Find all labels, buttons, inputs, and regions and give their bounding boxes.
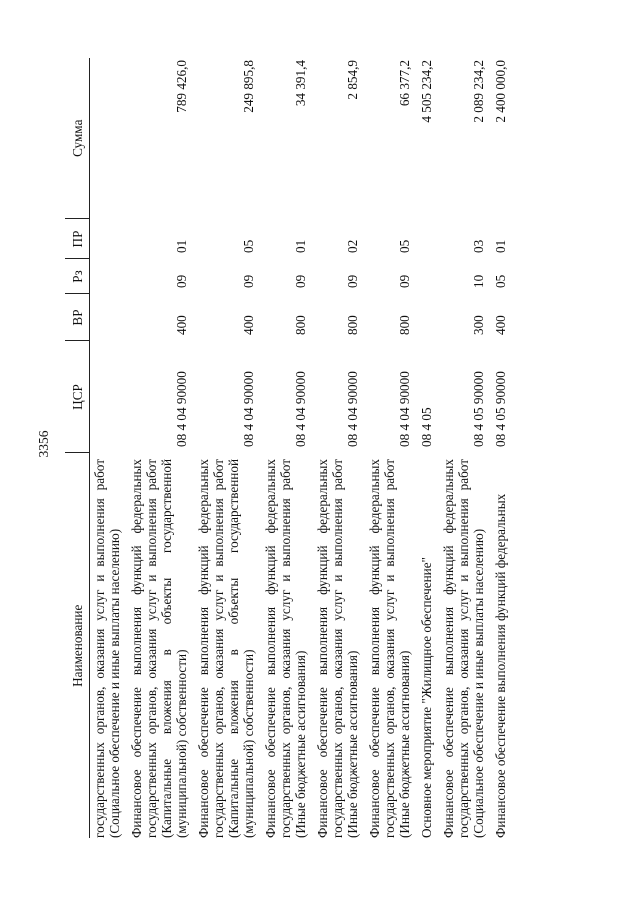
row-vr <box>416 294 438 341</box>
row-pr <box>416 219 438 259</box>
row-rz <box>416 259 438 294</box>
row-rz: 09 <box>241 274 256 288</box>
row-vr: 400 <box>241 315 256 335</box>
row-name: Финансовое обеспечение выполнения функций федеральных государственных органов, оказания услуг и выполнения работ (Иные бюджетные ассигнования) <box>367 459 412 838</box>
row-pr: 01 <box>493 239 508 253</box>
row-pr: 05 <box>397 239 412 253</box>
page-number: 3356 <box>36 430 51 458</box>
row-csr: 08 4 04 90000 <box>397 371 412 447</box>
table-row <box>416 58 438 838</box>
row-pr: 03 <box>471 239 486 253</box>
row-csr <box>90 341 127 453</box>
row-sum: 2 854,9 <box>345 60 360 100</box>
table-header-row <box>65 58 90 838</box>
row-name: Финансовое обеспечение выполнения функций федеральных <box>493 493 508 838</box>
row-name: Финансовое обеспечение выполнения функций федеральных государственных органов, оказания услуг и выполнения работ (Иные бюджетные ассигнования) <box>263 459 308 838</box>
header-sum: Сумма <box>65 58 90 219</box>
row-csr: 08 4 04 90000 <box>241 371 256 447</box>
row-pr: 01 <box>174 239 189 253</box>
row-name: Финансовое обеспечение выполнения функций федеральных государственных органов, оказания услуг и выполнения работ (Социальное обеспечение и иные выплаты населению) <box>441 459 486 838</box>
row-rz: 10 <box>471 274 486 288</box>
row-pr: 02 <box>345 239 360 253</box>
row-vr: 800 <box>293 315 308 335</box>
row-sum: 4 505 234,2 <box>419 60 434 123</box>
table-row <box>126 58 193 838</box>
row-sum <box>90 58 127 219</box>
row-pr <box>90 219 127 259</box>
budget-table <box>65 58 512 838</box>
row-sum: 2 089 234,2 <box>471 60 486 123</box>
row-vr: 400 <box>493 315 508 335</box>
row-name: государственных органов, оказания услуг и выполнения работ (Социальное обеспечение и иные выплаты населению) <box>92 459 122 838</box>
row-vr: 800 <box>345 315 360 335</box>
row-sum: 249 895,8 <box>241 60 256 113</box>
header-name: Наименование <box>65 453 90 838</box>
row-vr: 400 <box>174 315 189 335</box>
row-pr: 01 <box>293 239 308 253</box>
row-csr: 08 4 04 90000 <box>345 371 360 447</box>
row-rz: 09 <box>174 274 189 288</box>
header-rz: Рз <box>65 259 90 294</box>
row-rz <box>90 259 127 294</box>
row-csr: 08 4 04 90000 <box>174 371 189 447</box>
row-rz: 09 <box>345 274 360 288</box>
row-csr: 08 4 05 90000 <box>493 371 508 447</box>
table-row <box>438 58 490 838</box>
row-vr: 300 <box>471 315 486 335</box>
table-row <box>312 58 364 838</box>
header-pr: ПР <box>65 219 90 259</box>
row-csr: 08 4 05 <box>419 407 434 447</box>
budget-table-rotated <box>65 58 593 838</box>
row-name: Финансовое обеспечение выполнения функций федеральных государственных органов, оказания услуг и выполнения работ (Иные бюджетные ассигнования) <box>315 459 360 838</box>
row-pr: 05 <box>241 239 256 253</box>
table-row <box>193 58 260 838</box>
table-row <box>364 58 416 838</box>
row-csr: 08 4 04 90000 <box>293 371 308 447</box>
row-rz: 09 <box>293 274 308 288</box>
table-row <box>490 58 512 838</box>
row-name: Основное мероприятие "Жилищное обеспечение" <box>419 557 434 838</box>
table-row <box>90 58 127 838</box>
row-sum: 789 426,0 <box>174 60 189 113</box>
row-sum: 2 400 000,0 <box>493 60 508 123</box>
row-rz: 05 <box>493 274 508 288</box>
row-name: Финансовое обеспечение выполнения функций федеральных государственных органов, оказания услуг и выполнения работ (Капитальные вложения в объекты государственной (муниципальной) собственности) <box>129 459 189 838</box>
row-name: Финансовое обеспечение выполнения функций федеральных государственных органов, оказания услуг и выполнения работ (Капитальные вложения в объекты государственной (муниципальной) собственности) <box>196 459 256 838</box>
header-vr: ВР <box>65 294 90 341</box>
header-csr: ЦСР <box>65 341 90 453</box>
row-sum: 34 391,4 <box>293 60 308 107</box>
row-sum: 66 377,2 <box>397 60 412 107</box>
row-rz: 09 <box>397 274 412 288</box>
table-row <box>260 58 312 838</box>
row-vr <box>90 294 127 341</box>
row-csr: 08 4 05 90000 <box>471 371 486 447</box>
row-vr: 800 <box>397 315 412 335</box>
